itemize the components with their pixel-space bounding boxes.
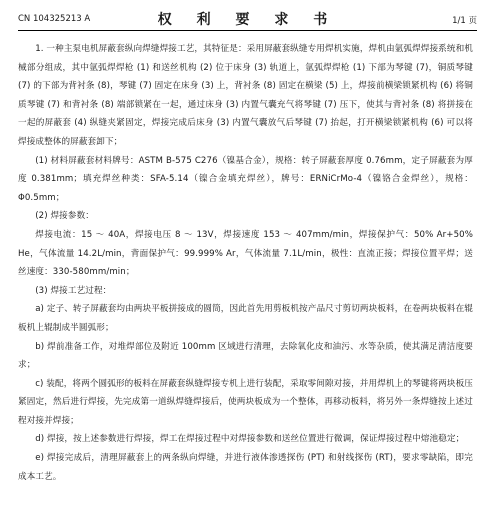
- patent-number: CN 104325213 A: [18, 14, 91, 24]
- step-c-paragraph: c) 装配，将两个圆弧形的板料在屏蔽套纵缝焊接专机上进行装配，采取零间隙对接，并用焊机上的琴键将两块板压紧固定，然后进行焊接，先完成第一道纵焊缝焊接后，使两块板成为一个整体，再移动板料，将另外一条焊缝按上述过程对接并焊接；: [18, 378, 473, 426]
- claims-body: [18, 40, 473, 486]
- params-heading: (2) 焊接参数：: [35, 211, 94, 222]
- process-heading: (3) 焊接工艺过程：: [35, 285, 112, 296]
- material-paragraph: (1) 材料屏蔽套材料牌号：ASTM B-575 C276（镍基合金），规格：转子屏蔽套厚度 0.76mm，定子屏蔽套为厚度 0.381mm；填充焊丝种类：SFA-5.14（镍合金填充焊丝），牌号：ERNiCrMo-4（镍铬合金焊丝），规格：Φ0.5mm；: [18, 155, 473, 203]
- claim-1-paragraph: 1. 一种主泵电机屏蔽套纵向焊缝焊接工艺，其特征是：采用屏蔽套纵缝专用焊机实施，焊机由氩弧焊焊接系统和机械部分组成，其中氩弧焊焊枪 (1) 和送丝机构 (2) 位于床身 (3) 轨道上，氩弧焊焊枪 (1) 下部为琴键 (7)，铜质琴键 (7) 的下部为背衬条 (8)，琴键 (7) 固定在床身 (3) 上，背衬条 (8) 固定在横梁 (5) 上，焊接前横梁锁紧机构 (6) 将铜质琴键 (7) 和背衬条 (8) 端部锁紧在一起，通过床身 (3) 内置气囊充气将琴键 (7) 压下，使其与背衬条 (8) 将拼接在一起的屏蔽套 (4) 纵缝夹紧固定，焊接完成后床身 (3) 内置气囊放气后琴键 (7) 抬起，打开横梁锁紧机构 (6) 可以将焊接成整体的屏蔽套卸下；: [18, 44, 473, 147]
- step-d-paragraph: d) 焊接，按上述参数进行焊接，焊工在焊接过程中对焊接参数和送丝位置进行微调，保证焊接过程中熔池稳定；: [35, 434, 465, 445]
- page-title: 权 利 要 求 书: [157, 12, 338, 28]
- params-paragraph: 焊接电流：15 ～ 40A，焊接电压 8 ～ 13V，焊接速度 153 ～ 407mm/min，焊接保护气：50% Ar+50% He，气体流量 14.2L/min，背面保护气：99.999% Ar，气体流量 7.1L/min，极性：直流正接；焊接位置平焊；送丝速度：330-580mm/min；: [18, 229, 473, 278]
- step-e-paragraph: e) 焊接完成后，清理屏蔽套上的两条纵向焊缝，并进行液体渗透探伤 (PT) 和射线探伤 (RT)，要求零缺陷，即完成本工艺。: [18, 453, 473, 482]
- page-header: [18, 8, 477, 31]
- step-a-paragraph: a) 定子、转子屏蔽套均由两块平板拼接成的圆筒，因此首先用剪板机按产品尺寸剪切两块板料，在卷两块板料在辊板机上辊制成半圆弧形；: [18, 304, 473, 333]
- step-b-paragraph: b) 焊前准备工作，对堆焊部位及附近 100mm 区域进行清理，去除氧化皮和油污、水等杂质，使其满足清洁度要求；: [18, 341, 473, 371]
- page-number: 1/1 页: [452, 16, 477, 26]
